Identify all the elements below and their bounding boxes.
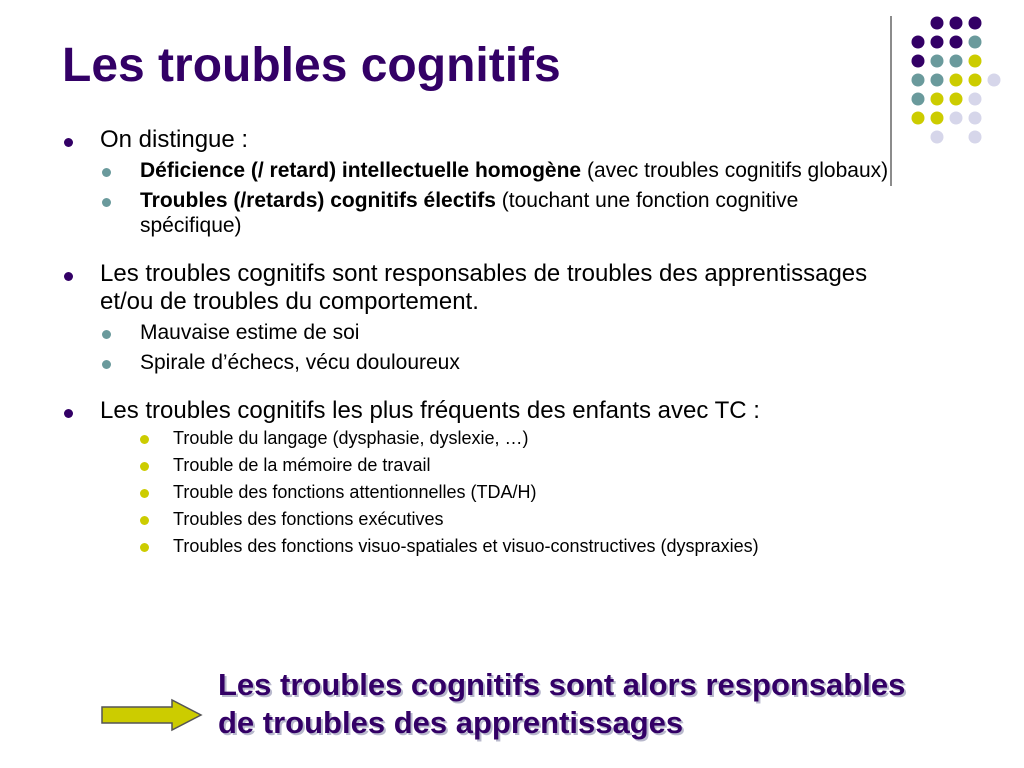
decorative-dot	[969, 93, 982, 106]
bullet-dot	[102, 198, 111, 207]
bullet-dot	[64, 138, 73, 147]
bullet-text: Spirale d’échecs, vécu douloureux	[140, 351, 460, 374]
bullet-dot	[140, 435, 149, 444]
decorative-dot	[931, 74, 944, 87]
bullet-text: Les troubles cognitifs les plus fréquents des enfants avec TC :	[100, 397, 760, 424]
bullet-level2	[62, 158, 902, 183]
decorative-dot	[969, 55, 982, 68]
bullet-dot	[102, 168, 111, 177]
bullet-level2	[62, 350, 902, 375]
decorative-dot	[950, 112, 963, 125]
bullet-level3	[62, 425, 902, 452]
decorative-dot	[931, 131, 944, 144]
conclusion-line: Les troubles cognitifs sont alors responsables	[218, 667, 906, 702]
decorative-dot	[912, 74, 925, 87]
decorative-dot	[969, 74, 982, 87]
bullet-bold-text: Troubles (/retards) cognitifs électifs	[140, 189, 496, 212]
bullet-level3	[62, 452, 902, 479]
bullet-level1	[62, 126, 902, 154]
bullet-level3	[62, 506, 902, 533]
slide-title: Les troubles cognitifs	[62, 39, 561, 92]
decorative-dot	[969, 131, 982, 144]
decorative-dot	[950, 55, 963, 68]
decorative-dot	[931, 93, 944, 106]
bullet-level3	[62, 479, 902, 506]
decorative-dot	[912, 55, 925, 68]
bullet-dot	[102, 330, 111, 339]
bullet-level1	[62, 260, 902, 316]
decorative-dot	[931, 112, 944, 125]
bullet-dot	[140, 489, 149, 498]
decorative-dot	[969, 112, 982, 125]
bullet-text: Trouble des fonctions attentionnelles (TDA/H)	[173, 482, 537, 502]
bullet-dot	[64, 409, 73, 418]
bullet-text: (avec troubles cognitifs globaux)	[581, 159, 889, 182]
bullet-text: On distingue :	[100, 126, 249, 153]
bullet-text: Troubles des fonctions exécutives	[173, 509, 444, 529]
bullet-text: Les troubles cognitifs sont responsables de troubles des apprentissages et/ou de troubles du comportement.	[100, 260, 868, 315]
slide-body	[62, 126, 902, 560]
decorative-dot	[950, 36, 963, 49]
bullet-text: (touchant une fonction cognitive spécifique)	[140, 189, 799, 237]
right-arrow-icon	[100, 698, 204, 732]
decorative-dot	[950, 93, 963, 106]
bullet-dot	[140, 543, 149, 552]
decorative-dot	[988, 74, 1001, 87]
bullet-text: Trouble de la mémoire de travail	[173, 455, 431, 475]
bullet-text: Trouble du langage (dysphasie, dyslexie, …)	[173, 428, 529, 448]
conclusion-text	[218, 666, 998, 742]
bullet-bold-text: Déficience (/ retard) intellectuelle homogène	[140, 159, 582, 182]
decorative-dot	[912, 36, 925, 49]
bullet-dot	[140, 462, 149, 471]
decorative-dot	[931, 55, 944, 68]
decorative-dot	[969, 17, 982, 30]
bullet-dot	[102, 360, 111, 369]
bullet-level2	[62, 188, 902, 238]
bullet-dot	[64, 272, 73, 281]
bullet-text: Mauvaise estime de soi	[140, 321, 360, 344]
bullet-level2	[62, 320, 902, 345]
decorative-dot	[931, 17, 944, 30]
decorative-dot	[912, 112, 925, 125]
bullet-text: Troubles des fonctions visuo-spatiales et visuo-constructives (dyspraxies)	[173, 536, 759, 556]
bullet-level1	[62, 397, 902, 425]
conclusion-line: de troubles des apprentissages	[218, 705, 684, 740]
decorative-dot	[950, 74, 963, 87]
decorative-dot	[950, 17, 963, 30]
decorative-dot	[969, 36, 982, 49]
decorative-dot	[931, 36, 944, 49]
bullet-dot	[140, 516, 149, 525]
decorative-dot	[912, 93, 925, 106]
bullet-level3	[62, 533, 902, 560]
